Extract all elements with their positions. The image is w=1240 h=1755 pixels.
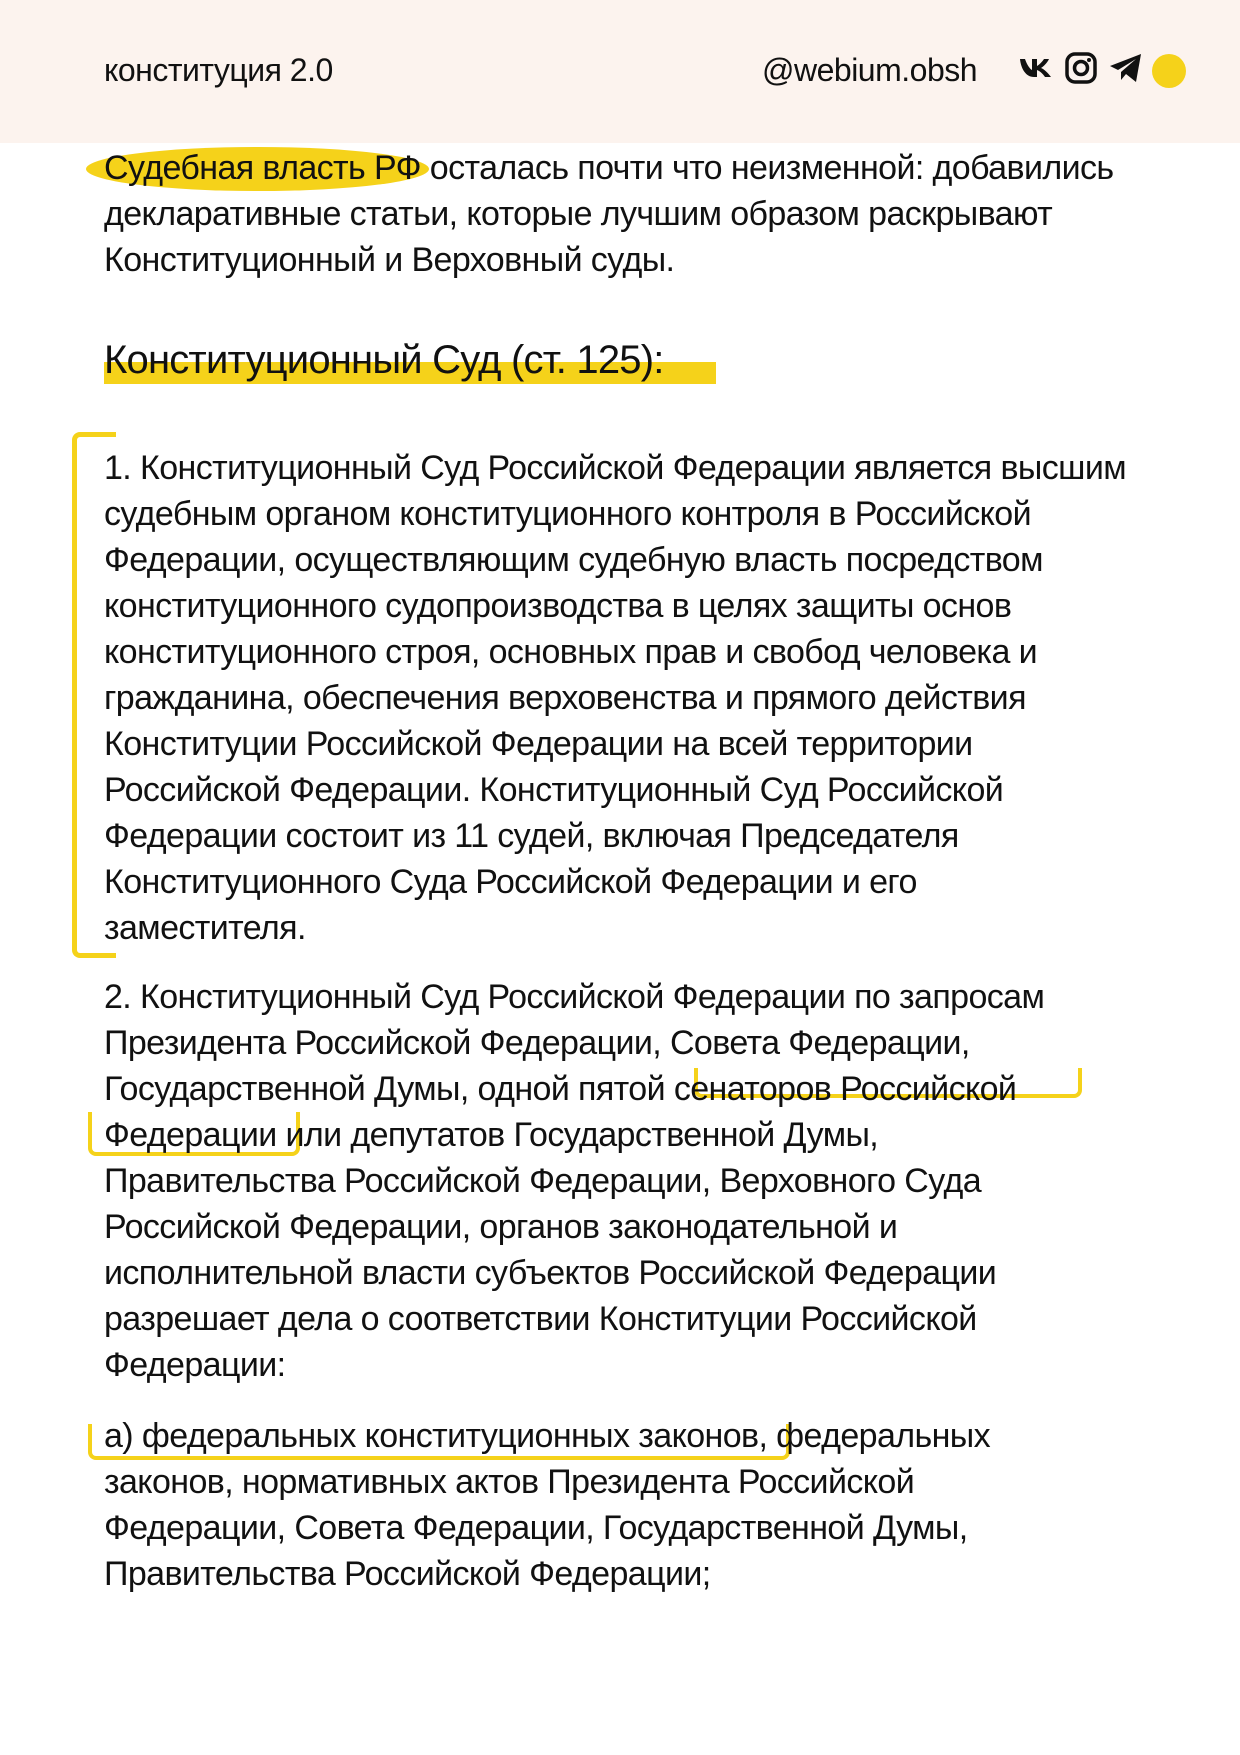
instagram-icon[interactable] xyxy=(1064,51,1098,90)
article-paragraph-2: 2. Конституционный Суд Российской Федерации по запросам Президента Российской Федерации, Совета Федерации, Государственной Думы, одной пятой сенаторов Российской Федерации или депутатов Государственной Думы, Правительства Российской Федерации, Верховного Суда Российской Федерации, органов законодательной и исполнительной власти субъектов Российской Федерации разрешает дела о соответствии Конституции Российской Федерации: xyxy=(104,978,1045,1384)
article-subitem-a: а) федеральных конституционных законов, федеральных законов, нормативных актов Президента Российской Федерации, Совета Федерации, Государственной Думы, Правительства Российской Федерации; xyxy=(104,1417,991,1593)
social-handle[interactable]: @webium.obsh xyxy=(762,52,978,88)
social-icons xyxy=(1018,50,1144,90)
brand-label: конституция 2.0 xyxy=(104,52,333,88)
intro-paragraph: Судебная власть РФ осталась почти что неизменной: добавились декларативные статьи, которые лучшим образом раскрывают Конституционный и Верховный суды. xyxy=(104,145,1164,283)
section-heading: Конституционный Суд (ст. 125): xyxy=(104,338,664,382)
page-header xyxy=(0,0,1240,143)
accent-dot xyxy=(1152,54,1186,88)
highlighted-phrase: Судебная власть РФ xyxy=(104,145,421,191)
vk-icon[interactable] xyxy=(1018,56,1054,85)
article-paragraph-1: 1. Конституционный Суд Российской Федерации является высшим судебным органом конституционного контроля в Российской Федерации, осуществляющим судебную власть посредством конституционного судопроизводства в целях защиты основ конституционного строя, основных прав и свобод человека и гражданина, обеспечения верховенства и прямого действия Конституции Российской Федерации на всей территории Российской Федерации. Конституционный Суд Российской Федерации состоит из 11 судей, включая Председателя Конституционного Суда Российской Федерации и его заместителя. xyxy=(104,449,1127,947)
telegram-icon[interactable] xyxy=(1108,52,1144,89)
